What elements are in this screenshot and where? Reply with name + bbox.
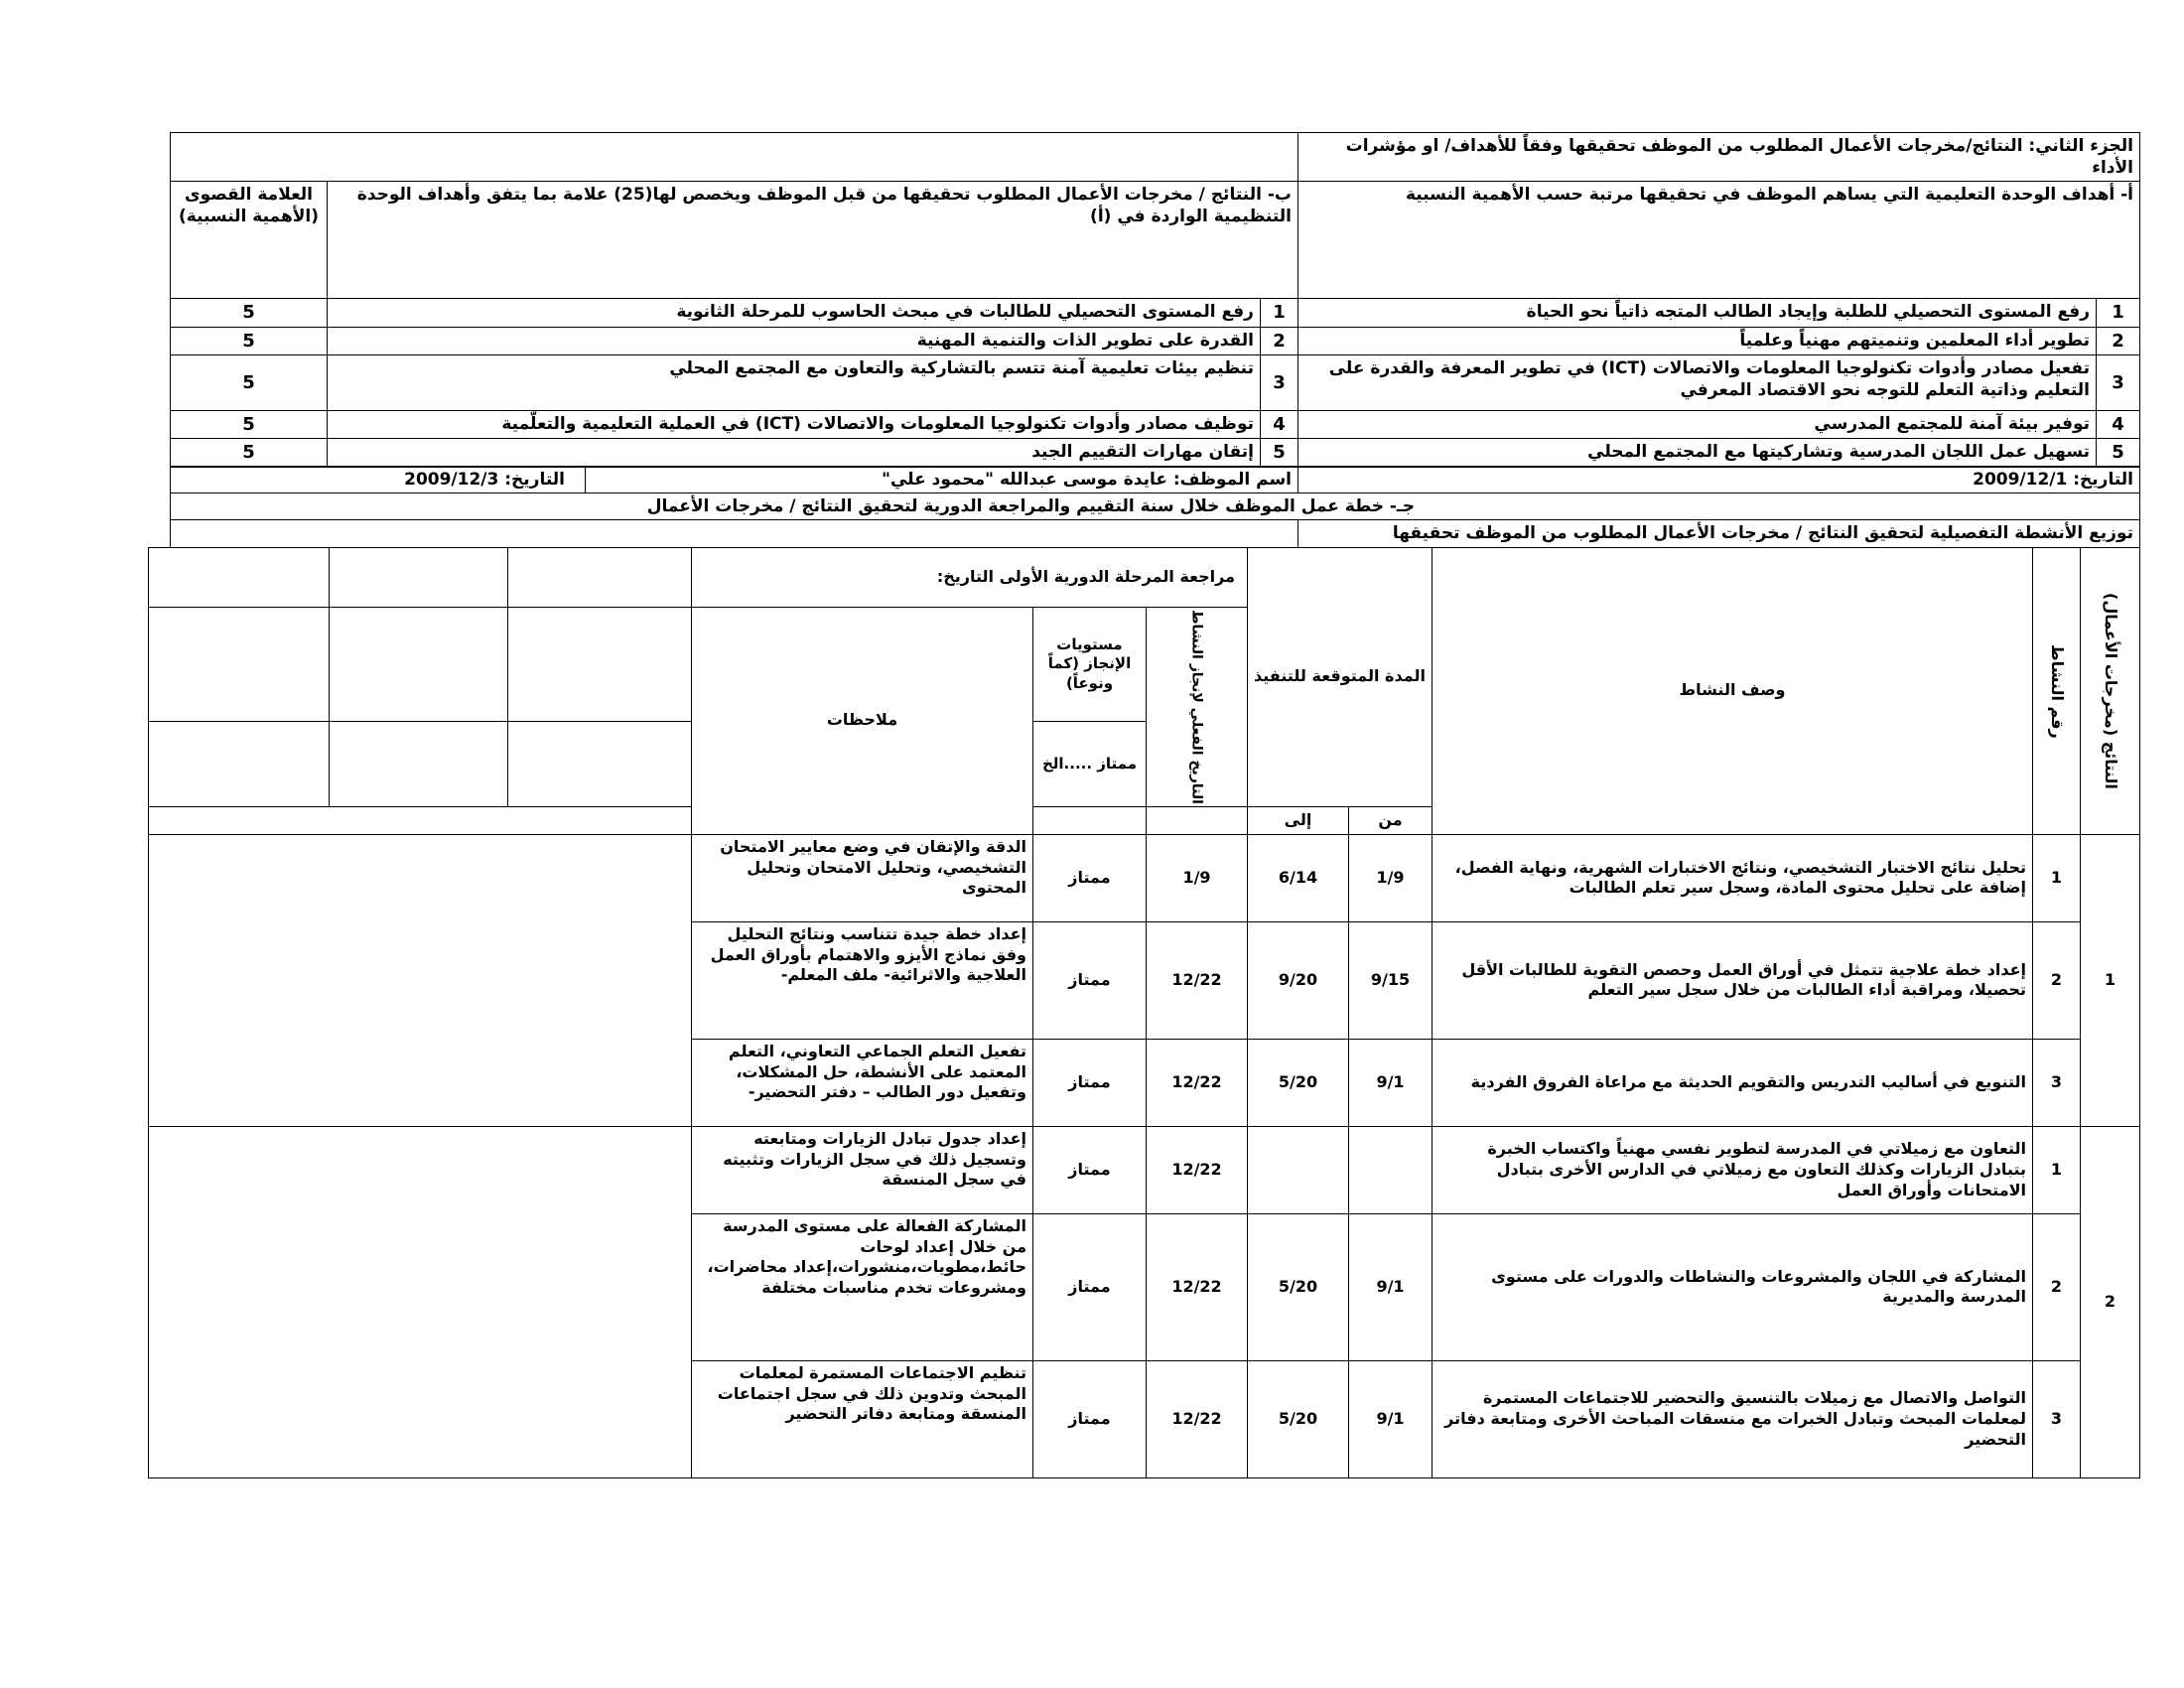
goal-text: توفير بيئة آمنة للمجتمع المدرسي — [1297, 410, 2096, 438]
goal-number: 1 — [2097, 299, 2140, 327]
table-row — [170, 299, 2139, 327]
duration-to: 6/14 — [1248, 834, 1349, 921]
actual-date: 12/22 — [1147, 1360, 1248, 1477]
outputs-column-header: النتائج (مخرجات الأعمال) — [2081, 547, 2140, 834]
section-b-header: ب- النتائج / مخرجات الأعمال المطلوب تحقيقها من قبل الموظف ويخصص لها(25) علامة بما يتفق وأهداف الوحدة التنظيمية الواردة في (أ) — [327, 182, 1297, 299]
goal-number: 3 — [2097, 354, 2140, 410]
output-mark: 5 — [170, 410, 327, 438]
activity-description: التواصل والاتصال مع زميلات بالتنسيق والتحضير للاجتماعات المستمرة لمعلمات المبحث وتبادل الخبرات مع منسقات المباحث الأخرى ومتابعة دفاتر التحضير — [1433, 1360, 2033, 1477]
activity-number: 2 — [2033, 921, 2081, 1039]
activity-notes: إعداد خطة جيدة تتناسب ونتائج التحليل وفق نماذج الأيزو والاهتمام بأوراق العمل العلاجية والاثرائية- ملف المعلم- — [691, 921, 1032, 1039]
output-mark: 5 — [170, 354, 327, 410]
achievement-level: ممتاز — [1033, 1039, 1147, 1126]
output-mark: 5 — [170, 327, 327, 354]
first-review-header: مراجعة المرحلة الدورية الأولى التاريخ: — [691, 547, 1247, 607]
achievement-levels-header: مستويات الإنجاز (كماً ونوعاً) — [1033, 607, 1147, 721]
section-a-header: أ- أهداف الوحدة التعليمية التي يساهم الموظف في تحقيقها مرتبة حسب الأهمية النسبية — [1297, 182, 2139, 299]
activity-notes: تفعيل التعلم الجماعي التعاوني، التعلم المعتمد على الأنشطة، حل المشكلات، وتفعيل دور الطالب – دفتر التحضير- — [691, 1039, 1032, 1126]
table-row — [148, 1126, 2139, 1213]
date-left: التاريخ: 2009/12/3 — [171, 467, 586, 493]
duration-from: 9/1 — [1349, 1213, 1433, 1360]
activity-description: التعاون مع زميلاتي في المدرسة لتطوير نفسي مهنياً واكتساب الخبرة بتبادل الزيارات وكذلك التعاون مع زميلاتي في الدارس الأخرى بتبادل الامتحانات وأوراق العمل — [1433, 1126, 2033, 1213]
duration-to: 5/20 — [1248, 1360, 1349, 1477]
output-number: 4 — [1260, 410, 1297, 438]
actual-date: 12/22 — [1147, 1039, 1248, 1126]
goal-text: تفعيل مصادر وأدوات تكنولوجيا المعلومات والاتصالات (ICT) في تطوير المعرفة والقدرة على التعليم وذاتية التعلم للتوجه نحو الاقتصاد المعرفي — [1297, 354, 2096, 410]
activity-number: 1 — [2033, 1126, 2081, 1213]
goal-text: تطوير أداء المعلمين وتنميتهم مهنياً وعلمياً — [1297, 327, 2096, 354]
distribution-title: توزيع الأنشطة التفصيلية لتحقيق النتائج / مخرجات الأعمال المطلوب من الموظف تحقيقها — [1298, 520, 2140, 548]
activity-notes: تنظيم الاجتماعات المستمرة لمعلمات المبحث وتدوين ذلك في سجل اجتماعات المنسقة ومتابعة دفاتر التحضير — [691, 1360, 1032, 1477]
output-number: 5 — [1260, 439, 1297, 467]
notes-header: ملاحظات — [691, 607, 1032, 834]
achievement-level: ممتاز — [1033, 1126, 1147, 1213]
output-text: تنظيم بيئات تعليمية آمنة تتسم بالتشاركية والتعاون مع المجتمع المحلي — [327, 354, 1260, 410]
activity-number-header: رقم النشاط — [2033, 547, 2081, 834]
output-mark: 5 — [170, 439, 327, 467]
activity-plan-table — [148, 547, 2140, 1478]
activity-notes: المشاركة الفعالة على مستوى المدرسة من خلال إعداد لوحات حائط،مطويات،منشورات،إعداد محاضرات، ومشروعات تخدم مناسبات مختلفة — [691, 1213, 1032, 1360]
date-right: التاريخ: 2009/12/1 — [1298, 467, 2140, 493]
activity-description: تحليل نتائج الاختبار التشخيصي، ونتائج الاختبارات الشهرية، ونهاية الفصل، إضافة على تحليل محتوى المادة، وسجل سير تعلم الطالبات — [1433, 834, 2033, 921]
achievement-level: ممتاز — [1033, 1360, 1147, 1477]
output-text: رفع المستوى التحصيلي للطالبات في مبحث الحاسوب للمرحلة الثانوية — [327, 299, 1260, 327]
actual-date-header: التاريخ الفعلي لإنجاز النشاط — [1147, 607, 1248, 806]
goals-outputs-table — [170, 132, 2140, 468]
duration-to: 5/20 — [1248, 1213, 1349, 1360]
output-text: إتقان مهارات التقييم الجيد — [327, 439, 1260, 467]
duration-from-header: من — [1349, 806, 1433, 834]
activity-number: 2 — [2033, 1213, 2081, 1360]
output-number: 1 — [1260, 299, 1297, 327]
activity-notes: الدقة والإتقان في وضع معايير الامتحان التشخيصي، وتحليل الامتحان وتحليل المحتوى — [691, 834, 1032, 921]
achievement-level: ممتاز — [1033, 1213, 1147, 1360]
activity-notes: إعداد جدول تبادل الزيارات ومتابعته وتسجيل ذلك في سجل الزيارات وتثبيته في سجل المنسقة — [691, 1126, 1032, 1213]
achievement-level: ممتاز — [1033, 921, 1147, 1039]
actual-date: 1/9 — [1147, 834, 1248, 921]
duration-to: 9/20 — [1248, 921, 1349, 1039]
duration-from: 9/1 — [1349, 1360, 1433, 1477]
part-title: الجزء الثاني: النتائج/مخرجات الأعمال المطلوب من الموظف تحقيقها وفقاً للأهداف/ او مؤشرات الأداء — [1297, 133, 2139, 182]
output-number: 3 — [1260, 354, 1297, 410]
achievement-levels-example: ممتاز .....الخ — [1033, 722, 1147, 807]
output-group-number: 1 — [2081, 834, 2140, 1126]
achievement-level: ممتاز — [1033, 834, 1147, 921]
actual-date: 12/22 — [1147, 921, 1248, 1039]
output-group-number: 2 — [2081, 1126, 2140, 1477]
duration-header: المدة المتوقعة للتنفيذ — [1248, 547, 1433, 806]
signature-row — [170, 466, 2140, 548]
duration-from: 9/15 — [1349, 921, 1433, 1039]
activity-description: التنويع في أساليب التدريس والتقويم الحديثة مع مراعاة الفروق الفردية — [1433, 1039, 2033, 1126]
activity-description-header: وصف النشاط — [1433, 547, 2033, 834]
goal-text: رفع المستوى التحصيلي للطلبة وإيجاد الطالب المتجه ذاتياً نحو الحياة — [1297, 299, 2096, 327]
activity-number: 3 — [2033, 1360, 2081, 1477]
table-row — [148, 834, 2139, 921]
activity-description: المشاركة في اللجان والمشروعات والنشاطات والدورات على مستوى المدرسة والمديرية — [1433, 1213, 2033, 1360]
duration-to: 5/20 — [1248, 1039, 1349, 1126]
actual-date: 12/22 — [1147, 1126, 1248, 1213]
table-row — [170, 354, 2139, 410]
activity-description: إعداد خطة علاجية تتمثل في أوراق العمل وحصص التقوية للطالبات الأقل تحصيلا، ومراقبة أداء الطالبات من خلال سجل سير التعلم — [1433, 921, 2033, 1039]
output-text: توظيف مصادر وأدوات تكنولوجيا المعلومات والاتصالات (ICT) في العملية التعليمية والتعلّمية — [327, 410, 1260, 438]
duration-from — [1349, 1126, 1433, 1213]
goal-text: تسهيل عمل اللجان المدرسية وتشاركيتها مع المجتمع المحلي — [1297, 439, 2096, 467]
activity-number: 3 — [2033, 1039, 2081, 1126]
duration-to — [1248, 1126, 1349, 1213]
goal-number: 2 — [2097, 327, 2140, 354]
activity-number: 1 — [2033, 834, 2081, 921]
duration-to-header: إلى — [1248, 806, 1349, 834]
max-mark-header: العلامة القصوى (الأهمية النسبية) — [170, 182, 327, 299]
section-c-title: جـ- خطة عمل الموظف خلال سنة التقييم والمراجعة الدورية لتحقيق النتائج / مخرجات الأعمال — [171, 493, 2140, 520]
table-row — [170, 327, 2139, 354]
table-row — [170, 439, 2139, 467]
output-number: 2 — [1260, 327, 1297, 354]
evaluation-form — [171, 132, 2140, 1478]
goal-number: 5 — [2097, 439, 2140, 467]
duration-from: 1/9 — [1349, 834, 1433, 921]
table-row — [170, 410, 2139, 438]
output-text: القدرة على تطوير الذات والتنمية المهنية — [327, 327, 1260, 354]
output-mark: 5 — [170, 299, 327, 327]
goal-number: 4 — [2097, 410, 2140, 438]
duration-from: 9/1 — [1349, 1039, 1433, 1126]
actual-date: 12/22 — [1147, 1213, 1248, 1360]
employee-name: اسم الموظف: عايدة موسى عبدالله "محمود علي" — [586, 467, 1298, 493]
